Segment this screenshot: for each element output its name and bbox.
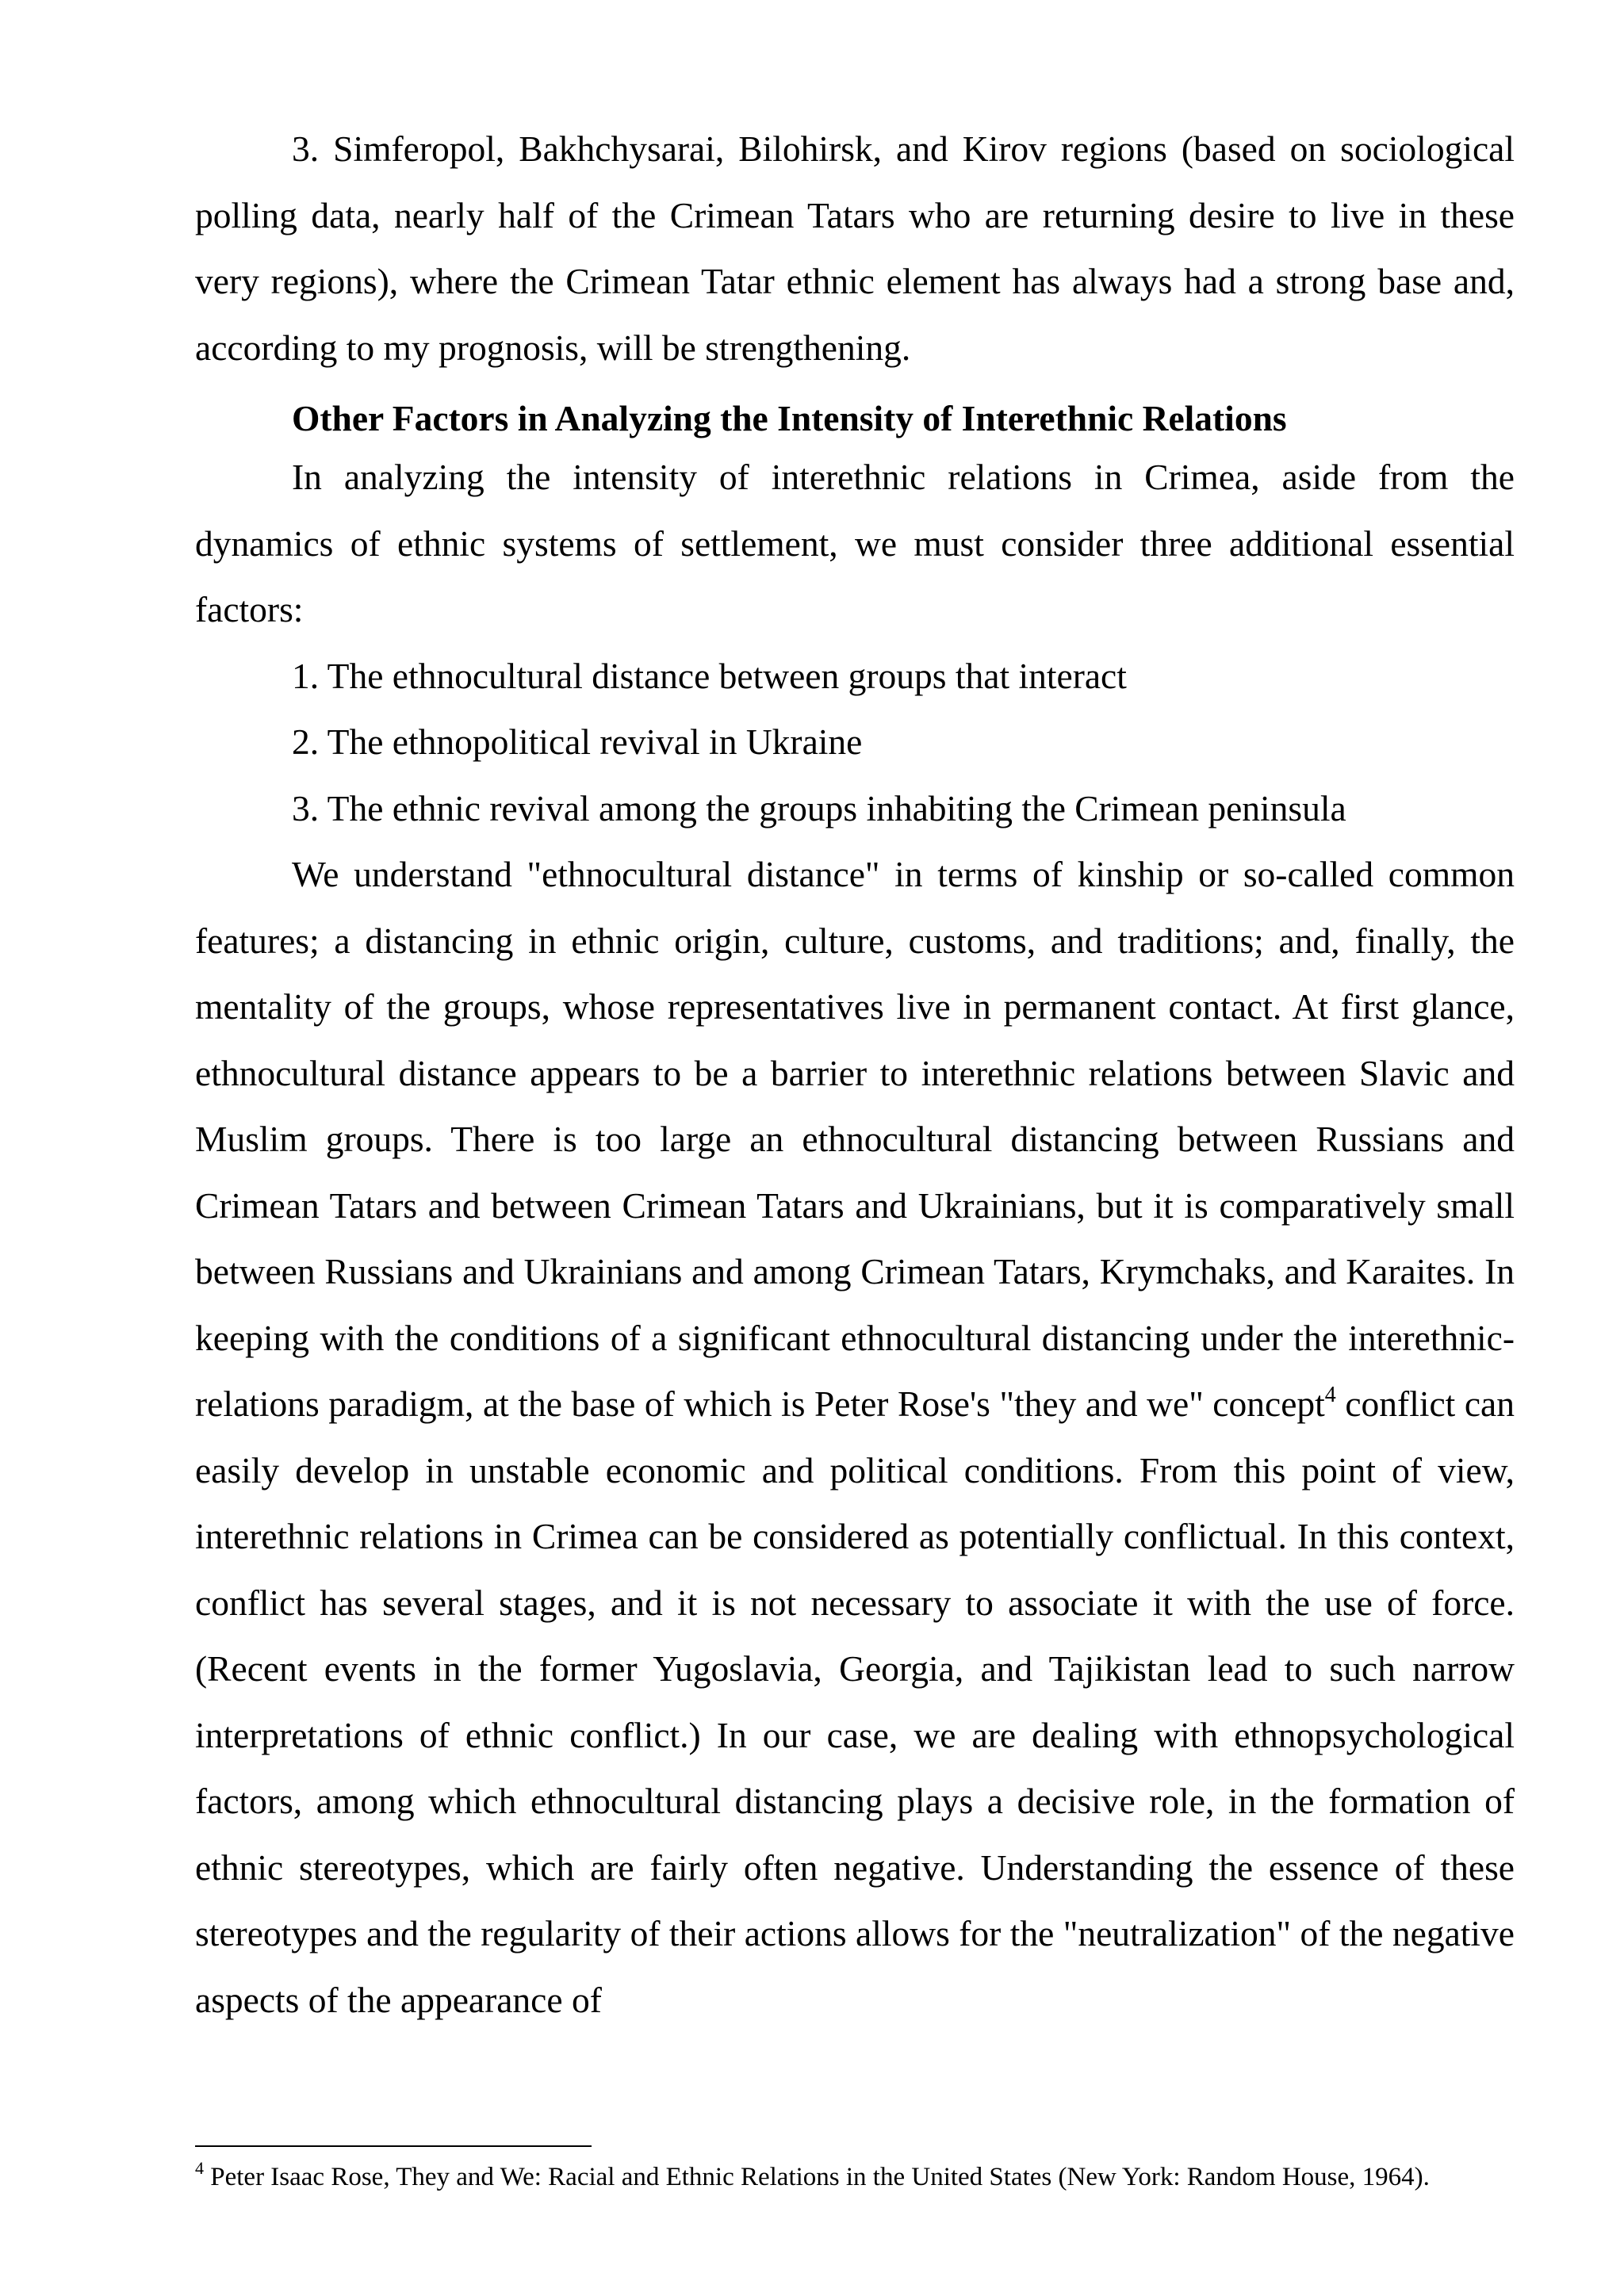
- footnote-divider: [195, 2145, 592, 2147]
- list-item-3: 3. The ethnic revival among the groups inhabiting the Crimean peninsula: [292, 787, 1346, 828]
- paragraph-text-after-ref: conflict can easily develop in unstable economic and political conditions. From this point of view, interethnic relations in Crimea can be considered as potentially conflictual. In this context, conflict has several stages, and it is not necessary to associate it with the use of force. (Recent events in the former Yugoslavia, Georgia, and Tajikistan lead to such narrow interpretations of ethnic conflict.) In our case, we are dealing with ethnopsychological factors, among which ethnocultural distancing plays a decisive role, in the formation of ethnic stereotypes, which are fairly often negative. Understanding the essence of these stereotypes and the regularity of their actions allows for the "neutralization" of the negative aspects of the appearance of: [195, 1383, 1515, 2020]
- paragraph-intro-factors: In analyzing the intensity of interethnic relations in Crimea, aside from the dynamics of ethnic systems of settlement, we must consider three additional essential factors:: [195, 457, 1515, 629]
- footnote-text: Peter Isaac Rose, They and We: Racial and Ethnic Relations in the United States (New York: Random House, 1964).: [204, 2163, 1430, 2191]
- document-body: [195, 116, 1515, 2033]
- paragraph-regions: 3. Simferopol, Bakhchysarai, Bilohirsk, and Kirov regions (based on sociological polling data, nearly half of the Crimean Tatars who are returning desire to live in these very regions), where the Crimean Tatar ethnic element has always had a strong base and, according to my prognosis, will be strengthening.: [195, 128, 1515, 368]
- list-item-2: 2. The ethnopolitical revival in Ukraine: [292, 721, 863, 762]
- footnote-reference[interactable]: 4: [1324, 1383, 1336, 1407]
- paragraph-text-before-ref: We understand "ethnocultural distance" in terms of kinship or so-called common features; a distancing in ethnic origin, culture, customs, and traditions; and, finally, the mentality of the groups, whose representatives live in permanent contact. At first glance, ethnocultural distance appears to be a barrier to interethnic relations between Slavic and Muslim groups. There is too large an ethnocultural distancing between Russians and Crimean Tatars and between Crimean Tatars and Ukrainians, but it is comparatively small between Russians and Ukrainians and among Crimean Tatars, Krymchaks, and Karaites. In keeping with the conditions of a significant ethnocultural distancing under the interethnic-relations paradigm, at the base of which is Peter Rose's "they and we" concept: [195, 854, 1515, 1424]
- footnote-number: 4: [195, 2158, 204, 2178]
- paragraph-ethnocultural-distance: [195, 841, 1515, 2033]
- footnote: [195, 2160, 1515, 2195]
- list-item-1: 1. The ethnocultural distance between groups that interact: [292, 655, 1127, 696]
- section-heading: Other Factors in Analyzing the Intensity of Interethnic Relations: [292, 398, 1287, 438]
